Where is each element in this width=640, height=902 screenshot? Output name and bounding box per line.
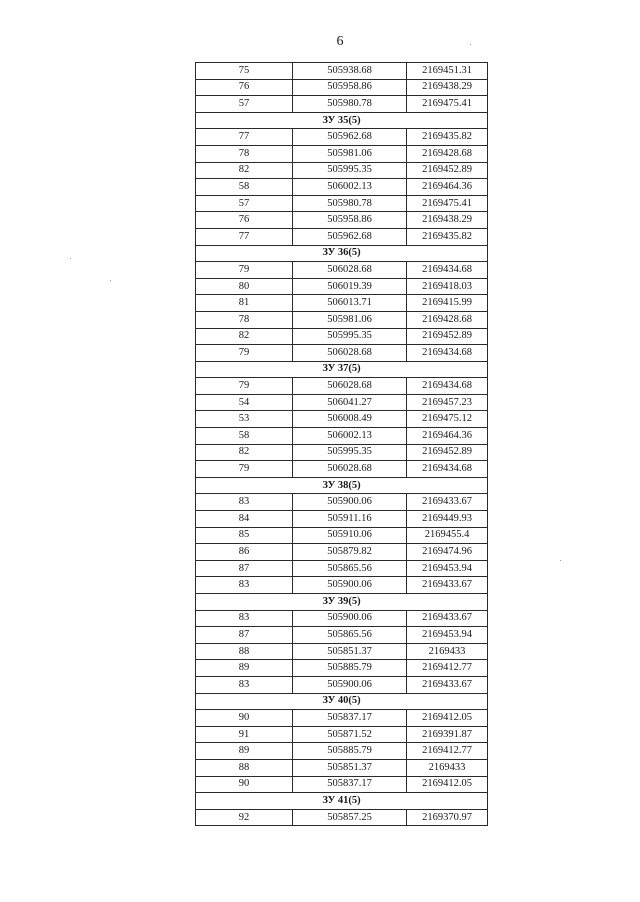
x-coordinate: 506041.27 xyxy=(293,394,407,411)
y-coordinate: 2169474.96 xyxy=(407,544,488,561)
y-coordinate: 2169434.68 xyxy=(407,461,488,478)
coordinate-row xyxy=(196,278,488,295)
y-coordinate: 2169428.68 xyxy=(407,311,488,328)
point-number: 77 xyxy=(196,228,293,245)
y-coordinate: 2169433 xyxy=(407,643,488,660)
y-coordinate: 2169435.82 xyxy=(407,228,488,245)
x-coordinate: 505962.68 xyxy=(293,228,407,245)
y-coordinate: 2169452.89 xyxy=(407,162,488,179)
y-coordinate: 2169453.94 xyxy=(407,627,488,644)
point-number: 89 xyxy=(196,743,293,760)
y-coordinate: 2169455.4 xyxy=(407,527,488,544)
y-coordinate: 2169433.67 xyxy=(407,577,488,594)
parcel-header-row xyxy=(196,594,488,611)
parcel-label: ЗУ 37(5) xyxy=(196,361,488,378)
y-coordinate: 2169415.99 xyxy=(407,295,488,312)
x-coordinate: 506013.71 xyxy=(293,295,407,312)
coordinate-row xyxy=(196,295,488,312)
y-coordinate: 2169451.31 xyxy=(407,63,488,80)
point-number: 81 xyxy=(196,295,293,312)
scan-speck xyxy=(560,560,561,561)
coordinate-row xyxy=(196,394,488,411)
coordinate-row xyxy=(196,262,488,279)
x-coordinate: 505958.86 xyxy=(293,79,407,96)
coordinate-row xyxy=(196,627,488,644)
x-coordinate: 506008.49 xyxy=(293,411,407,428)
y-coordinate: 2169391.87 xyxy=(407,726,488,743)
x-coordinate: 505879.82 xyxy=(293,544,407,561)
coordinate-row xyxy=(196,494,488,511)
coordinate-row xyxy=(196,145,488,162)
point-number: 80 xyxy=(196,278,293,295)
point-number: 82 xyxy=(196,162,293,179)
coordinate-row xyxy=(196,129,488,146)
parcel-label: ЗУ 41(5) xyxy=(196,793,488,810)
scan-speck xyxy=(470,44,471,45)
point-number: 87 xyxy=(196,560,293,577)
coordinate-row xyxy=(196,710,488,727)
coordinate-row xyxy=(196,743,488,760)
coordinate-row xyxy=(196,444,488,461)
point-number: 83 xyxy=(196,676,293,693)
point-number: 90 xyxy=(196,710,293,727)
y-coordinate: 2169475.12 xyxy=(407,411,488,428)
y-coordinate: 2169449.93 xyxy=(407,511,488,528)
x-coordinate: 505900.06 xyxy=(293,610,407,627)
x-coordinate: 505871.52 xyxy=(293,726,407,743)
point-number: 78 xyxy=(196,145,293,162)
coordinate-row xyxy=(196,610,488,627)
page-number: 6 xyxy=(336,34,344,49)
point-number: 86 xyxy=(196,544,293,561)
parcel-header-row xyxy=(196,477,488,494)
coordinate-row xyxy=(196,759,488,776)
x-coordinate: 505980.78 xyxy=(293,96,407,113)
coordinate-row xyxy=(196,345,488,362)
coordinate-row xyxy=(196,660,488,677)
point-number: 53 xyxy=(196,411,293,428)
parcel-label: ЗУ 40(5) xyxy=(196,693,488,710)
y-coordinate: 2169434.68 xyxy=(407,378,488,395)
x-coordinate: 505900.06 xyxy=(293,494,407,511)
y-coordinate: 2169464.36 xyxy=(407,179,488,196)
point-number: 87 xyxy=(196,627,293,644)
x-coordinate: 505885.79 xyxy=(293,660,407,677)
x-coordinate: 506028.68 xyxy=(293,345,407,362)
y-coordinate: 2169438.29 xyxy=(407,212,488,229)
point-number: 76 xyxy=(196,212,293,229)
x-coordinate: 505981.06 xyxy=(293,145,407,162)
y-coordinate: 2169433.67 xyxy=(407,610,488,627)
parcel-label: ЗУ 36(5) xyxy=(196,245,488,262)
point-number: 84 xyxy=(196,511,293,528)
point-number: 79 xyxy=(196,262,293,279)
x-coordinate: 505865.56 xyxy=(293,560,407,577)
y-coordinate: 2169370.97 xyxy=(407,809,488,826)
x-coordinate: 505851.37 xyxy=(293,643,407,660)
coordinate-row xyxy=(196,776,488,793)
point-number: 79 xyxy=(196,345,293,362)
point-number: 88 xyxy=(196,643,293,660)
point-number: 90 xyxy=(196,776,293,793)
y-coordinate: 2169434.68 xyxy=(407,345,488,362)
x-coordinate: 505910.06 xyxy=(293,527,407,544)
y-coordinate: 2169438.29 xyxy=(407,79,488,96)
point-number: 83 xyxy=(196,610,293,627)
coordinate-row xyxy=(196,162,488,179)
coordinate-row xyxy=(196,726,488,743)
parcel-label: ЗУ 35(5) xyxy=(196,112,488,129)
point-number: 75 xyxy=(196,63,293,80)
y-coordinate: 2169435.82 xyxy=(407,129,488,146)
coordinate-row xyxy=(196,79,488,96)
x-coordinate: 505857.25 xyxy=(293,809,407,826)
y-coordinate: 2169428.68 xyxy=(407,145,488,162)
coordinate-row xyxy=(196,560,488,577)
y-coordinate: 2169452.89 xyxy=(407,444,488,461)
x-coordinate: 506028.68 xyxy=(293,461,407,478)
x-coordinate: 505995.35 xyxy=(293,444,407,461)
point-number: 79 xyxy=(196,378,293,395)
y-coordinate: 2169412.05 xyxy=(407,710,488,727)
y-coordinate: 2169434.68 xyxy=(407,262,488,279)
point-number: 77 xyxy=(196,129,293,146)
point-number: 82 xyxy=(196,444,293,461)
point-number: 54 xyxy=(196,394,293,411)
scan-speck xyxy=(110,280,111,281)
x-coordinate: 505980.78 xyxy=(293,195,407,212)
x-coordinate: 505837.17 xyxy=(293,776,407,793)
y-coordinate: 2169475.41 xyxy=(407,96,488,113)
scan-speck xyxy=(70,258,71,259)
x-coordinate: 505900.06 xyxy=(293,676,407,693)
point-number: 79 xyxy=(196,461,293,478)
x-coordinate: 505981.06 xyxy=(293,311,407,328)
point-number: 91 xyxy=(196,726,293,743)
y-coordinate: 2169475.41 xyxy=(407,195,488,212)
coordinates-table-body xyxy=(196,63,488,826)
x-coordinate: 506028.68 xyxy=(293,262,407,279)
y-coordinate: 2169457.23 xyxy=(407,394,488,411)
point-number: 92 xyxy=(196,809,293,826)
parcel-header-row xyxy=(196,112,488,129)
point-number: 88 xyxy=(196,759,293,776)
y-coordinate: 2169433 xyxy=(407,759,488,776)
coordinate-row xyxy=(196,311,488,328)
point-number: 58 xyxy=(196,428,293,445)
x-coordinate: 505900.06 xyxy=(293,577,407,594)
x-coordinate: 505865.56 xyxy=(293,627,407,644)
coordinate-row xyxy=(196,63,488,80)
x-coordinate: 505962.68 xyxy=(293,129,407,146)
coordinate-row xyxy=(196,195,488,212)
coordinate-row xyxy=(196,809,488,826)
point-number: 89 xyxy=(196,660,293,677)
x-coordinate: 505958.86 xyxy=(293,212,407,229)
y-coordinate: 2169412.77 xyxy=(407,660,488,677)
x-coordinate: 505851.37 xyxy=(293,759,407,776)
coordinate-row xyxy=(196,328,488,345)
parcel-header-row xyxy=(196,361,488,378)
x-coordinate: 505938.68 xyxy=(293,63,407,80)
y-coordinate: 2169412.05 xyxy=(407,776,488,793)
coordinates-table xyxy=(195,62,488,826)
x-coordinate: 505837.17 xyxy=(293,710,407,727)
coordinate-row xyxy=(196,676,488,693)
x-coordinate: 506002.13 xyxy=(293,179,407,196)
point-number: 83 xyxy=(196,577,293,594)
coordinate-row xyxy=(196,577,488,594)
parcel-label: ЗУ 39(5) xyxy=(196,594,488,611)
y-coordinate: 2169418.03 xyxy=(407,278,488,295)
x-coordinate: 505995.35 xyxy=(293,162,407,179)
y-coordinate: 2169412.77 xyxy=(407,743,488,760)
coordinate-row xyxy=(196,212,488,229)
coordinate-row xyxy=(196,461,488,478)
point-number: 83 xyxy=(196,494,293,511)
coordinate-row xyxy=(196,96,488,113)
x-coordinate: 505995.35 xyxy=(293,328,407,345)
point-number: 58 xyxy=(196,179,293,196)
parcel-header-row xyxy=(196,245,488,262)
coordinate-row xyxy=(196,228,488,245)
y-coordinate: 2169453.94 xyxy=(407,560,488,577)
x-coordinate: 505911.16 xyxy=(293,511,407,528)
parcel-header-row xyxy=(196,793,488,810)
coordinate-row xyxy=(196,378,488,395)
coordinate-row xyxy=(196,527,488,544)
y-coordinate: 2169433.67 xyxy=(407,494,488,511)
coordinate-row xyxy=(196,179,488,196)
x-coordinate: 506002.13 xyxy=(293,428,407,445)
y-coordinate: 2169464.36 xyxy=(407,428,488,445)
x-coordinate: 506028.68 xyxy=(293,378,407,395)
point-number: 78 xyxy=(196,311,293,328)
point-number: 76 xyxy=(196,79,293,96)
coordinate-row xyxy=(196,428,488,445)
point-number: 57 xyxy=(196,195,293,212)
x-coordinate: 505885.79 xyxy=(293,743,407,760)
coordinate-row xyxy=(196,643,488,660)
coordinate-row xyxy=(196,411,488,428)
y-coordinate: 2169433.67 xyxy=(407,676,488,693)
coordinate-row xyxy=(196,544,488,561)
point-number: 82 xyxy=(196,328,293,345)
x-coordinate: 506019.39 xyxy=(293,278,407,295)
parcel-label: ЗУ 38(5) xyxy=(196,477,488,494)
coordinate-row xyxy=(196,511,488,528)
point-number: 57 xyxy=(196,96,293,113)
point-number: 85 xyxy=(196,527,293,544)
parcel-header-row xyxy=(196,693,488,710)
y-coordinate: 2169452.89 xyxy=(407,328,488,345)
